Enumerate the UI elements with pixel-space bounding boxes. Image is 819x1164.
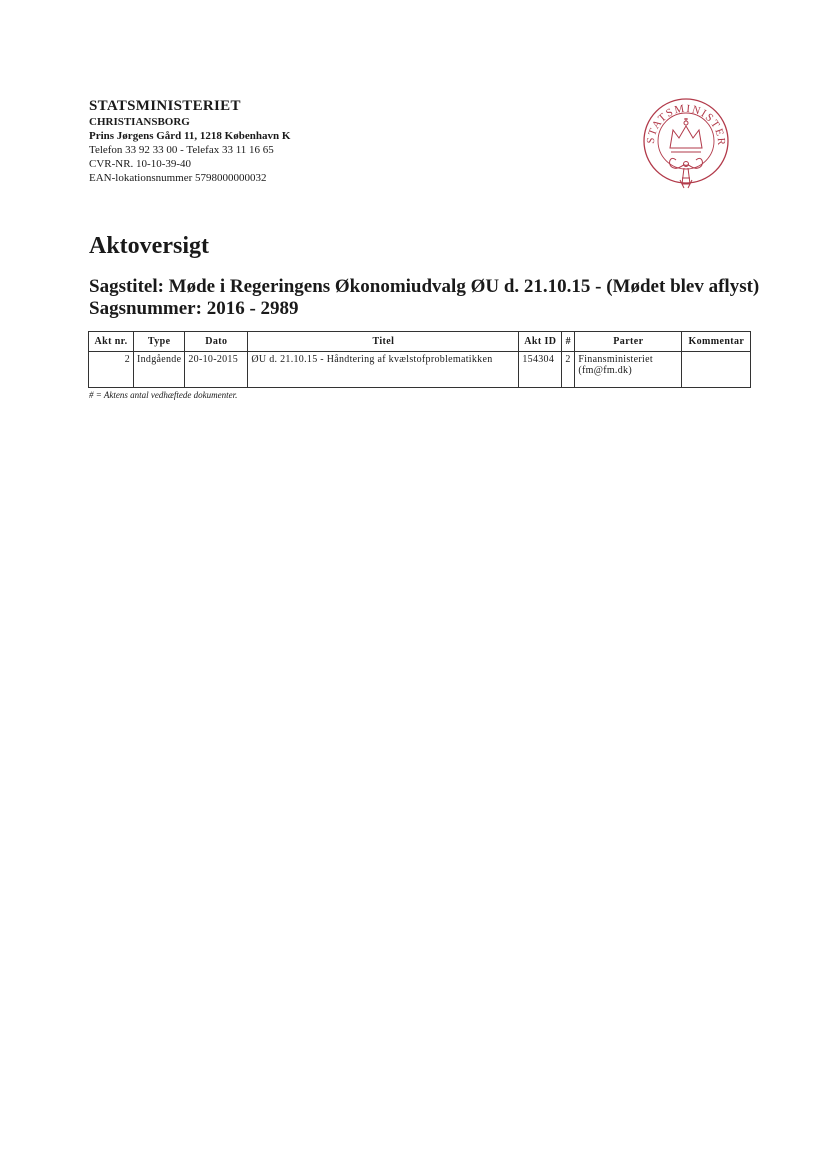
header-titel: Titel	[248, 332, 519, 352]
case-header	[89, 276, 789, 320]
crown-seal-icon	[640, 96, 732, 202]
cell-dato: 20-10-2015	[185, 352, 248, 388]
cell-count: 2	[562, 352, 575, 388]
letterhead	[89, 97, 290, 185]
cell-akt-id: 154304	[519, 352, 562, 388]
case-title: Sagstitel: Møde i Regeringens Økonomiudvalg ØU d. 21.10.15 - (Mødet blev aflyst)	[89, 276, 760, 297]
header-akt-id: Akt ID	[519, 332, 562, 352]
org-phone: Telefon 33 92 33 00 - Telefax 33 11 16 65	[89, 144, 274, 156]
org-cvr: CVR-NR. 10-10-39-40	[89, 158, 192, 170]
cell-titel: ØU d. 21.10.15 - Håndtering af kvælstofproblematikken	[248, 352, 519, 388]
org-address: Prins Jørgens Gård 11, 1218 København K	[89, 130, 291, 142]
header-akt-nr: Akt nr.	[89, 332, 134, 352]
case-number: Sagsnummer: 2016 - 2989	[89, 298, 299, 319]
seal-text: STATSMINISTER	[644, 102, 728, 147]
org-location: CHRISTIANSBORG	[89, 116, 190, 128]
header-dato: Dato	[185, 332, 248, 352]
cell-akt-nr: 2	[89, 352, 134, 388]
header-count: #	[562, 332, 575, 352]
page-title: Aktoversigt	[89, 233, 209, 259]
table-header-row	[89, 332, 751, 352]
parter-email: (fm@fm.dk)	[578, 365, 632, 376]
cell-parter	[575, 352, 682, 388]
header-kommentar: Kommentar	[682, 332, 751, 352]
header-type: Type	[134, 332, 185, 352]
cell-kommentar	[682, 352, 751, 388]
cell-type: Indgående	[134, 352, 185, 388]
document-list-table	[88, 331, 751, 388]
table-row	[89, 352, 751, 388]
header-parter: Parter	[575, 332, 682, 352]
org-name: STATSMINISTERIET	[89, 98, 241, 114]
org-ean: EAN-lokationsnummer 5798000000032	[89, 172, 267, 184]
footnote: # = Aktens antal vedhæftede dokumenter.	[89, 390, 238, 400]
parter-name: Finansministeriet	[578, 354, 653, 365]
